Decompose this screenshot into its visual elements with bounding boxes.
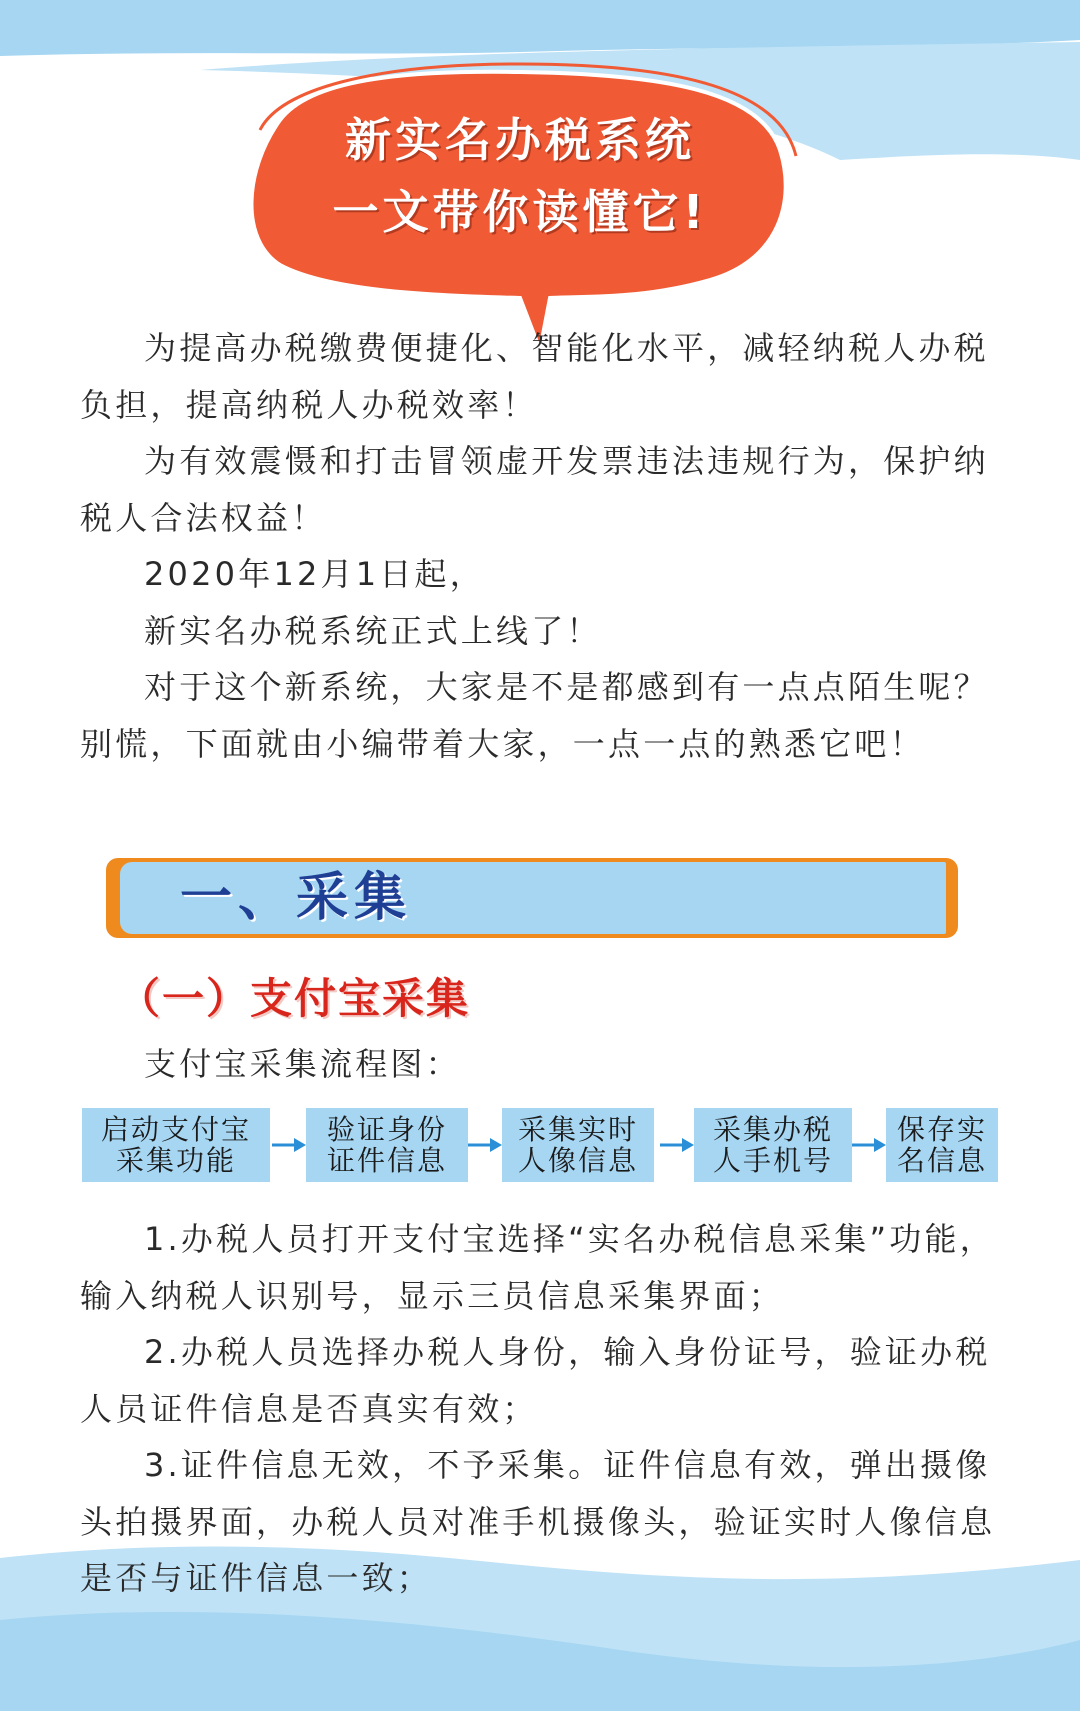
flow-step-1 <box>82 1108 270 1182</box>
flow-step-line: 证件信息 <box>326 1144 447 1177</box>
flow-chart <box>0 1108 1080 1184</box>
intro-text <box>80 320 1000 772</box>
flow-step-3 <box>502 1108 654 1182</box>
step-paragraph: 2.办税人员选择办税人身份，输入身份证号，验证办税人员证件信息是否真实有效； <box>80 1333 991 1428</box>
flow-step-line: 人手机号 <box>712 1144 833 1177</box>
header-title <box>262 104 778 248</box>
flow-step-line: 保存实 <box>896 1113 987 1146</box>
flow-step-line: 名信息 <box>896 1144 987 1177</box>
header-title-line1: 新实名办税系统 <box>345 113 695 167</box>
step-paragraph: 3.证件信息无效，不予采集。证件信息有效，弹出摄像头拍摄界面，办税人员对准手机摄像头，验证实时人像信息是否与证件信息一致； <box>80 1446 996 1597</box>
step-paragraph: 1.办税人员打开支付宝选择“实名办税信息采集”功能，输入纳税人识别号，显示三员信息采集界面； <box>80 1220 995 1315</box>
flow-step-5 <box>886 1108 998 1182</box>
flow-step-line: 人像信息 <box>517 1144 638 1177</box>
intro-paragraph: 新实名办税系统正式上线了！ <box>144 611 602 650</box>
section-heading-inner <box>120 862 946 934</box>
intro-paragraph: 对于这个新系统，大家是不是都感到有一点点陌生呢？别慌，下面就由小编带着大家，一点一点的熟悉它吧！ <box>80 668 989 763</box>
flow-step-4 <box>694 1108 852 1182</box>
intro-paragraph: 为有效震慑和打击冒领虚开发票违法违规行为，保护纳税人合法权益！ <box>80 442 989 537</box>
intro-paragraph: 2020年12月1日起， <box>144 555 485 593</box>
subsection-title: （一）支付宝采集 <box>118 974 471 1023</box>
arrow-right-icon <box>272 1135 306 1155</box>
arrow-right-icon <box>852 1135 886 1155</box>
section-title: 一、采集 <box>180 868 413 928</box>
arrow-right-icon <box>468 1135 502 1155</box>
flow-label: 支付宝采集流程图： <box>144 1045 461 1083</box>
section-heading-bar <box>106 858 958 938</box>
flow-step-line: 启动支付宝 <box>100 1113 251 1146</box>
arrow-right-icon <box>660 1135 694 1155</box>
flow-step-line: 采集实时 <box>517 1113 638 1146</box>
flow-step-2 <box>306 1108 468 1182</box>
header-title-line2: 一文带你读懂它! <box>332 185 708 239</box>
steps-text <box>80 1211 1000 1607</box>
intro-paragraph: 为提高办税缴费便捷化、智能化水平，减轻纳税人办税负担，提高纳税人办税效率！ <box>80 329 989 424</box>
flow-step-line: 采集办税 <box>712 1113 833 1146</box>
flow-step-line: 采集功能 <box>115 1144 236 1177</box>
flow-step-line: 验证身份 <box>326 1113 447 1146</box>
